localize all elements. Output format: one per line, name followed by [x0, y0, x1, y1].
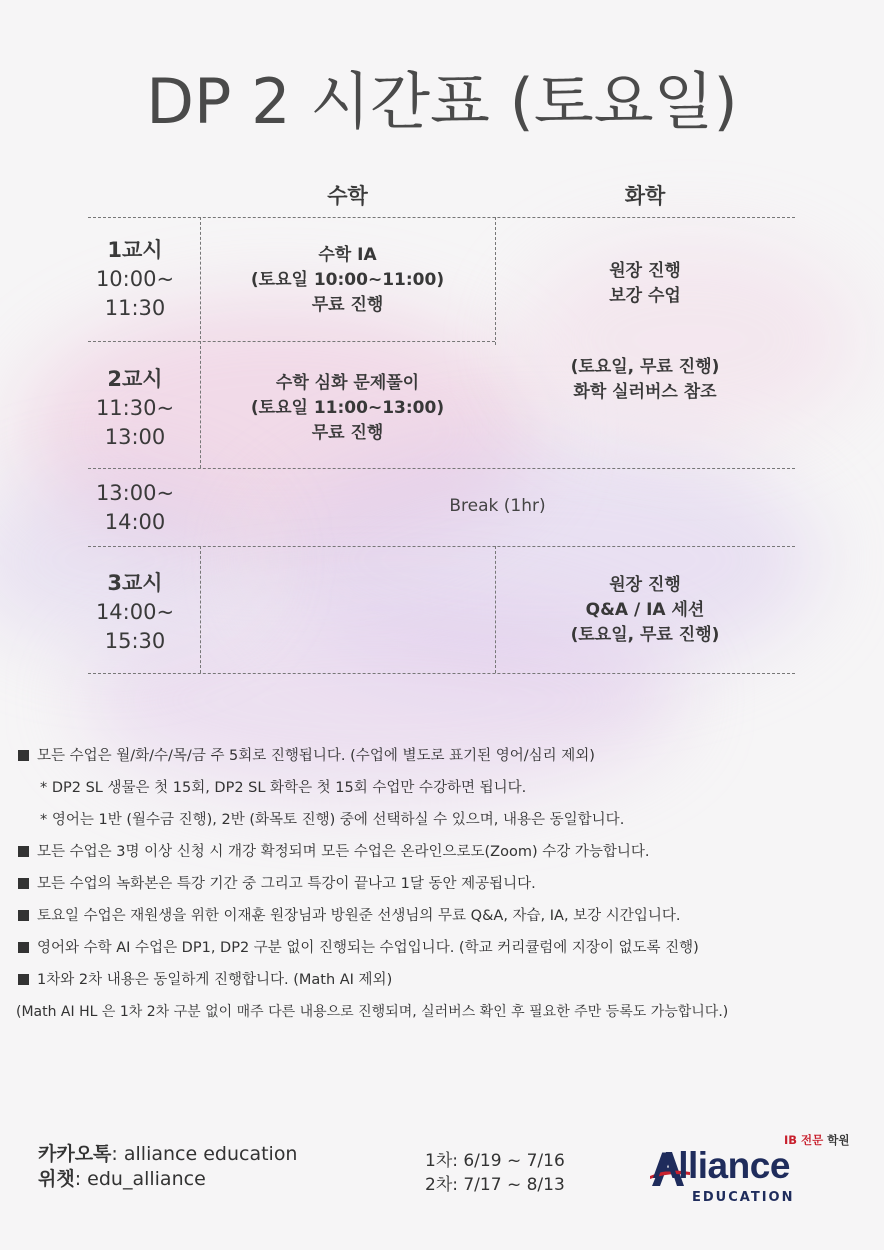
note-text: 모든 수업은 3명 이상 신청 시 개강 확정되며 모든 수업은 온라인으로도(Zoom) 수강 가능합니다.	[37, 844, 650, 860]
square-bullet-icon	[18, 878, 29, 889]
cell-line: 원장 진행	[609, 575, 681, 595]
row-label-period-1	[80, 236, 190, 323]
grid-line	[88, 217, 795, 218]
period-end: 15:30	[104, 629, 166, 653]
note-text: 토요일 수업은 재원생을 위한 이재훈 원장님과 방원준 선생님의 무료 Q&A, 자습, IA, 보강 시간입니다.	[37, 908, 681, 924]
period-end: 14:00	[104, 510, 166, 534]
note-text: * DP2 SL 생물은 첫 15회, DP2 SL 화학은 첫 15회 수업만 수강하면 됩니다.	[40, 780, 527, 796]
square-bullet-icon	[18, 750, 29, 761]
grid-line	[200, 546, 201, 673]
square-bullet-icon	[18, 942, 29, 953]
note-item	[18, 868, 878, 900]
note-text: 1차와 2차 내용은 동일하게 진행합니다. (Math AI 제외)	[37, 972, 393, 988]
note-text: (Math AI HL 은 1차 2차 구분 없이 매주 다른 내용으로 진행되며, 실러버스 확인 후 필요한 주만 등록도 가능합니다.)	[16, 1004, 729, 1020]
note-item	[18, 900, 878, 932]
alliance-education-logo	[650, 1132, 850, 1212]
cell-line: (토요일 10:00~11:00)	[250, 270, 445, 290]
session-dates	[425, 1149, 565, 1197]
note-item	[16, 996, 878, 1028]
grid-line	[88, 341, 495, 342]
page-title: DP 2 시간표 (토요일)	[146, 65, 738, 138]
note-subitem	[18, 804, 878, 836]
row-label-period-2	[80, 365, 190, 452]
period-name: 2교시	[107, 367, 163, 391]
grid-line	[88, 546, 795, 547]
kakao-label: 카카오톡	[38, 1143, 112, 1165]
note-text: 영어와 수학 AI 수업은 DP1, DP2 구분 없이 진행되는 수업입니다. (학교 커리큘럼에 지장이 없도록 진행)	[37, 940, 699, 956]
period-name: 1교시	[107, 238, 163, 262]
session-2-dates: 2차: 7/17 ~ 8/13	[425, 1175, 565, 1195]
break-label: Break (1hr)	[449, 496, 546, 516]
square-bullet-icon	[18, 974, 29, 985]
cell-line: (토요일, 무료 진행)	[570, 625, 720, 645]
column-header-chemistry: 화학	[624, 184, 666, 208]
square-bullet-icon	[18, 846, 29, 857]
row-label-break	[80, 479, 190, 537]
period-name: 3교시	[107, 571, 163, 595]
note-item	[18, 932, 878, 964]
logo-subtitle: EDUCATION	[692, 1190, 795, 1205]
column-header-math: 수학	[327, 184, 368, 208]
note-text: 모든 수업의 녹화본은 특강 기간 중 그리고 특강이 끝나고 1달 동안 제공됩니다.	[37, 876, 536, 892]
cell-math-period-2	[200, 371, 495, 446]
cell-line: 원장 진행	[609, 261, 681, 281]
wechat-contact	[38, 1167, 297, 1192]
cell-line: Q&A / IA 세션	[585, 600, 705, 620]
period-start: 14:00~	[95, 600, 175, 624]
cell-line: 수학 심화 문제풀이	[275, 373, 420, 393]
row-label-period-3	[80, 569, 190, 656]
cell-break	[200, 494, 795, 519]
note-item	[18, 964, 878, 996]
cell-chemistry-period-1-2	[495, 259, 795, 405]
kakao-contact	[38, 1142, 297, 1167]
logo-tagline: IB 전문 학원	[784, 1133, 850, 1147]
grid-line	[88, 673, 795, 674]
notes-list	[18, 740, 878, 1028]
grid-line	[88, 468, 795, 469]
note-item	[18, 836, 878, 868]
session-1-dates: 1차: 6/19 ~ 7/16	[425, 1151, 565, 1171]
note-text: * 영어는 1반 (월수금 진행), 2반 (화목토 진행) 중에 선택하실 수 있으며, 내용은 동일합니다.	[40, 812, 625, 828]
period-start: 10:00~	[95, 267, 175, 291]
period-end: 11:30	[104, 296, 166, 320]
logo-wordmark: Alliance	[652, 1145, 790, 1186]
wechat-label: 위챗	[38, 1168, 75, 1190]
period-start: 13:00~	[95, 481, 175, 505]
period-end: 13:00	[104, 425, 166, 449]
wechat-value: : edu_alliance	[74, 1168, 206, 1190]
cell-line: 무료 진행	[311, 423, 384, 443]
cell-line: 수학 IA	[318, 245, 377, 265]
period-start: 11:30~	[95, 396, 175, 420]
contact-info	[38, 1142, 297, 1192]
cell-line: (토요일, 무료 진행)	[570, 357, 720, 377]
cell-line: 무료 진행	[311, 295, 384, 315]
cell-line: 보강 수업	[609, 286, 681, 306]
cell-chemistry-period-3	[495, 573, 795, 648]
note-item	[18, 740, 878, 772]
kakao-value: : alliance education	[111, 1143, 298, 1165]
square-bullet-icon	[18, 910, 29, 921]
cell-line: 화학 실러버스 참조	[573, 382, 717, 402]
cell-line: (토요일 11:00~13:00)	[250, 398, 445, 418]
note-text: 모든 수업은 월/화/수/목/금 주 5회로 진행됩니다. (수업에 별도로 표기된 영어/심리 제외)	[37, 748, 595, 764]
cell-math-period-1	[200, 243, 495, 318]
note-subitem	[18, 772, 878, 804]
